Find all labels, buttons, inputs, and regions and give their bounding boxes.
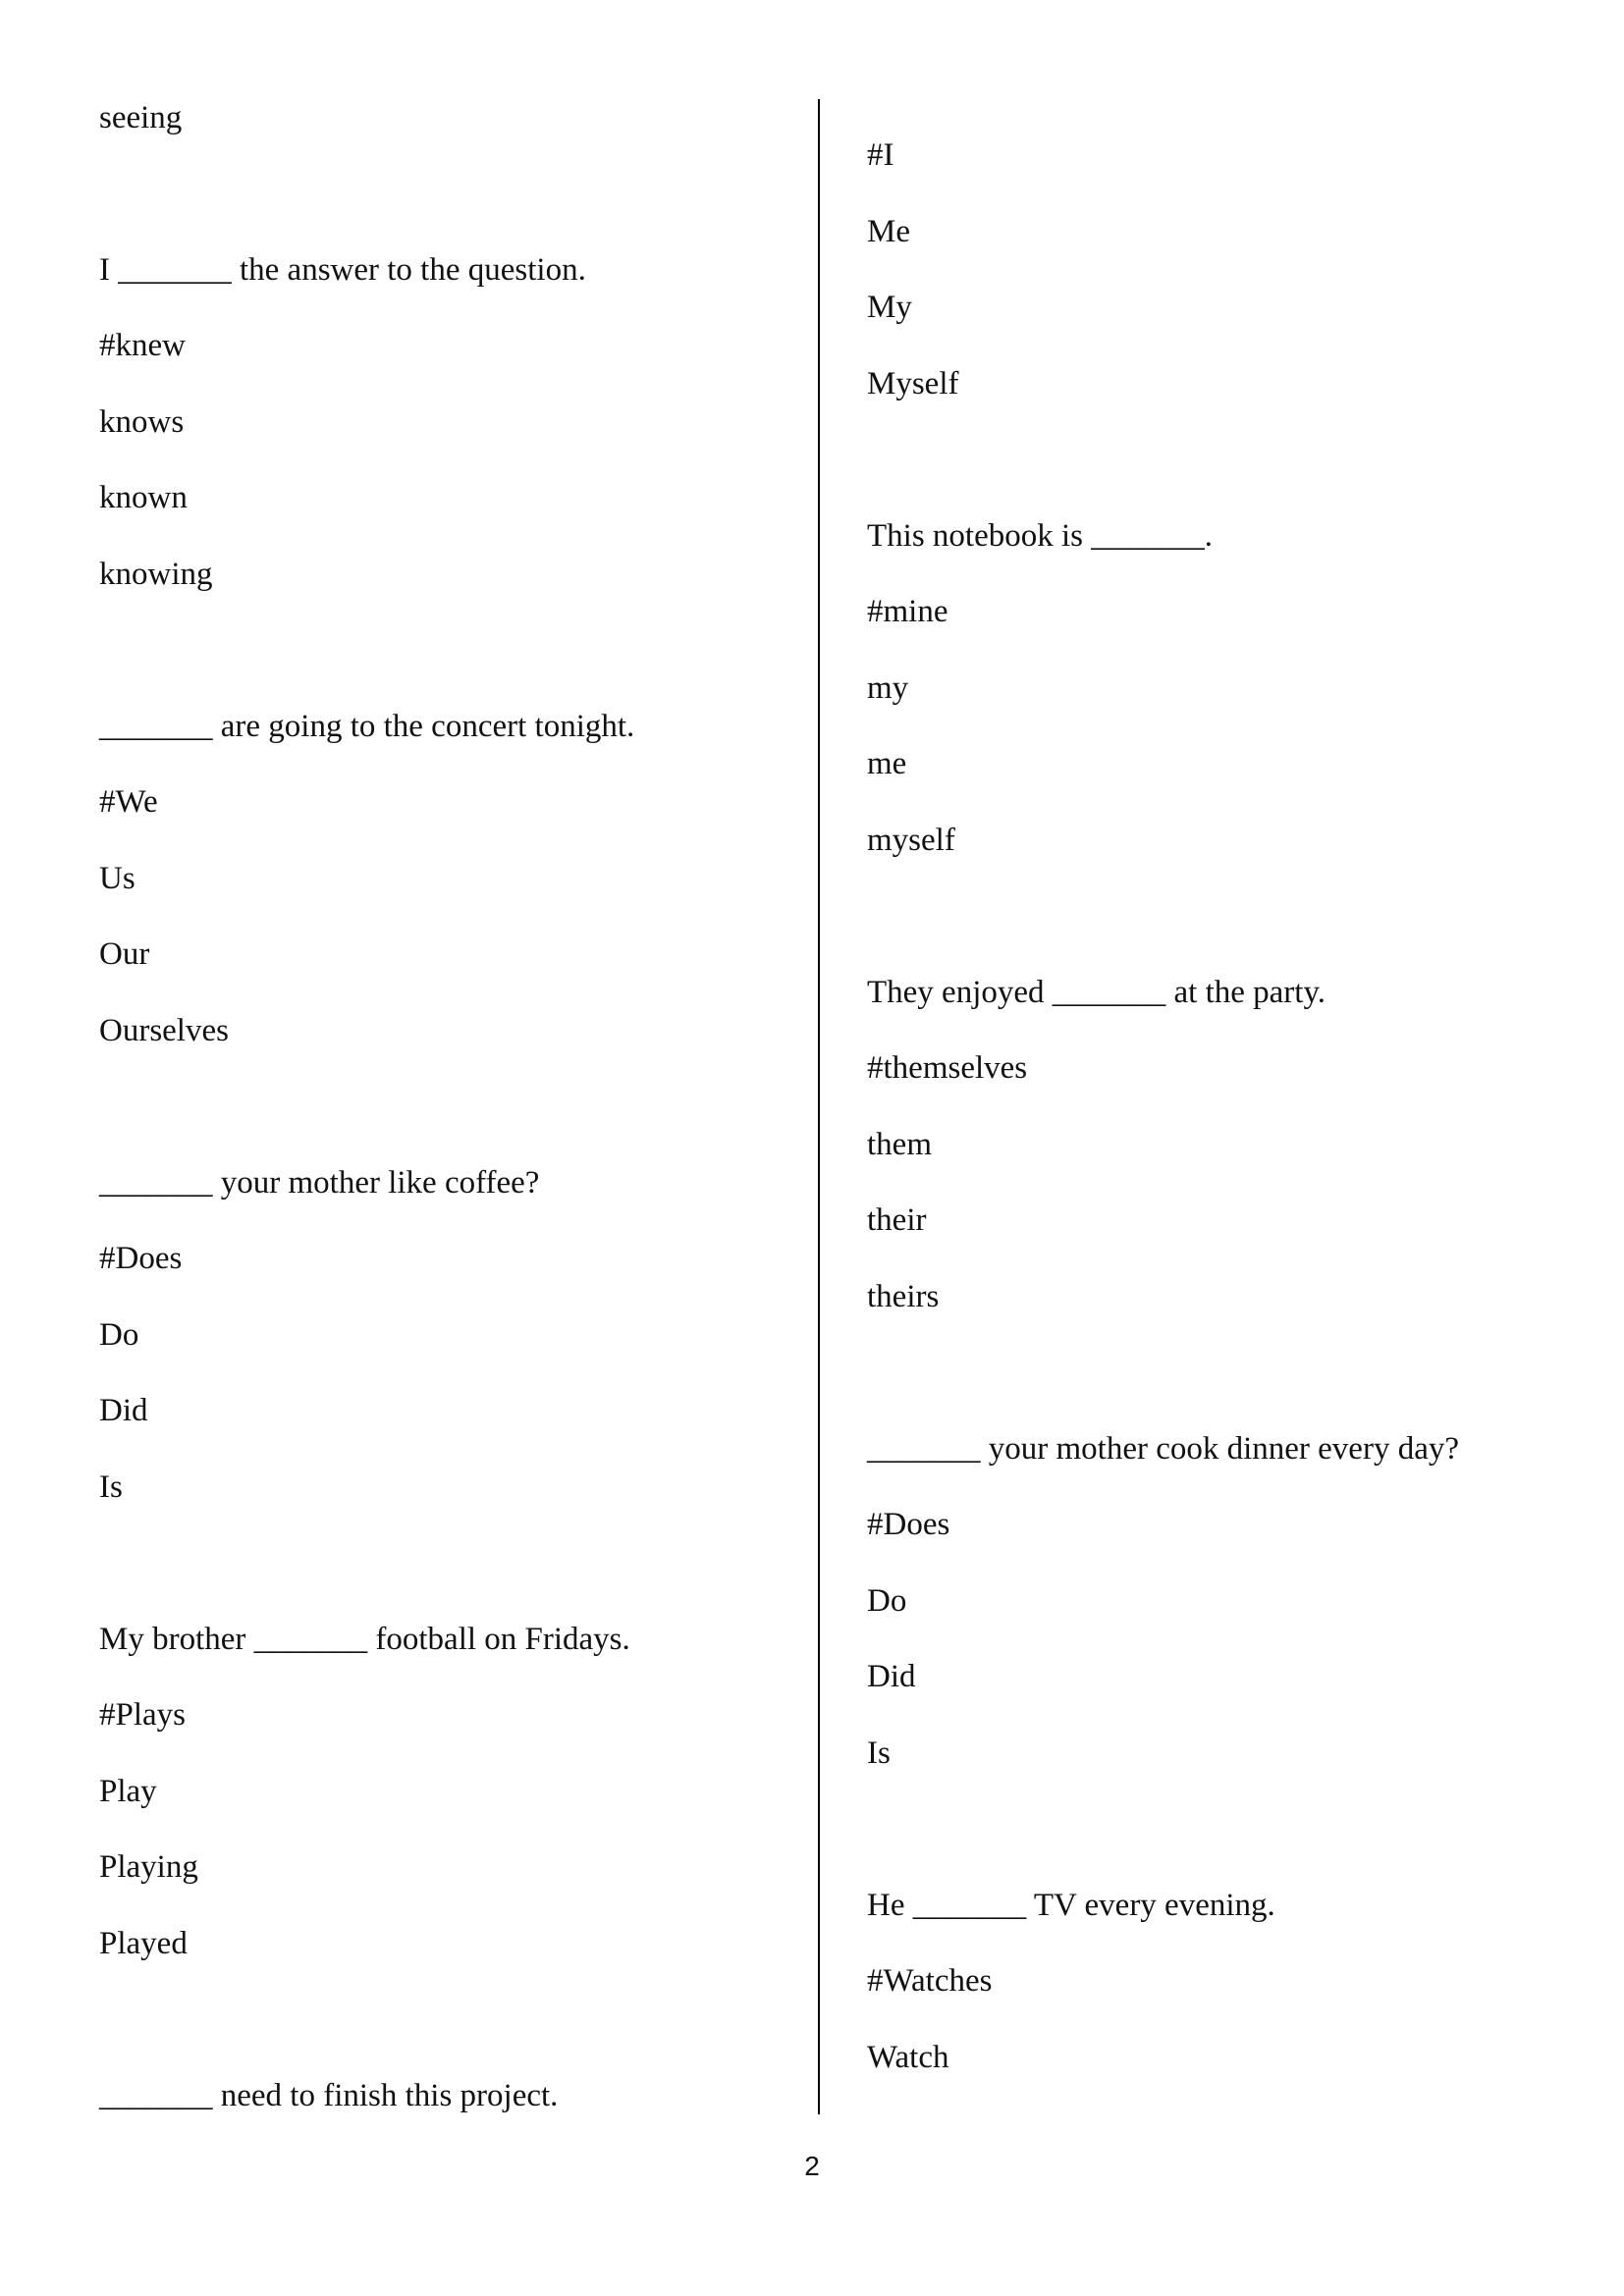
- answer-option: Me: [867, 214, 910, 249]
- correct-answer: #Plays: [99, 1697, 187, 1733]
- answer-option: them: [867, 1127, 932, 1162]
- correct-answer: #I: [867, 137, 894, 173]
- answer-option: Did: [867, 1659, 916, 1694]
- correct-answer: #mine: [867, 594, 948, 629]
- question-text: _______ your mother cook dinner every day?: [867, 1431, 1459, 1467]
- answer-option: Watch: [867, 2040, 949, 2075]
- correct-answer: #Does: [867, 1507, 950, 1542]
- answer-option: Do: [99, 1317, 139, 1353]
- answer-option: Did: [99, 1393, 148, 1428]
- answer-option: Our: [99, 936, 150, 972]
- question-text: This notebook is _______.: [867, 518, 1213, 554]
- correct-answer: #Watches: [867, 1963, 993, 1999]
- column-divider: [818, 99, 820, 2114]
- page-number: 2: [804, 2151, 820, 2181]
- answer-option: knows: [99, 404, 185, 440]
- question-text: I _______ the answer to the question.: [99, 252, 586, 288]
- correct-answer: #themselves: [867, 1050, 1028, 1086]
- question-text: _______ need to finish this project.: [99, 2078, 559, 2113]
- answer-option: my: [867, 670, 909, 706]
- answer-option: Is: [99, 1469, 123, 1505]
- question-text: _______ your mother like coffee?: [99, 1165, 540, 1201]
- correct-answer: #Does: [99, 1241, 183, 1276]
- answer-option: Do: [867, 1583, 907, 1619]
- answer-option: Us: [99, 861, 135, 896]
- answer-option: myself: [867, 823, 955, 858]
- correct-answer: #knew: [99, 328, 186, 363]
- answer-option: Myself: [867, 366, 959, 401]
- answer-option: Ourselves: [99, 1013, 229, 1048]
- answer-option: Is: [867, 1735, 891, 1771]
- answer-option: known: [99, 480, 188, 515]
- question-text: He _______ TV every evening.: [867, 1888, 1275, 1923]
- answer-option: Play: [99, 1774, 157, 1809]
- answer-option: seeing: [99, 100, 183, 135]
- answer-option: me: [867, 746, 907, 781]
- question-text: My brother _______ football on Fridays.: [99, 1622, 630, 1657]
- correct-answer: #We: [99, 784, 158, 820]
- answer-option: theirs: [867, 1279, 940, 1314]
- answer-option: knowing: [99, 557, 213, 592]
- question-text: _______ are going to the concert tonight.: [99, 709, 635, 744]
- answer-option: their: [867, 1202, 927, 1238]
- answer-option: Playing: [99, 1849, 198, 1885]
- answer-option: My: [867, 290, 912, 325]
- answer-option: Played: [99, 1926, 188, 1961]
- question-text: They enjoyed _______ at the party.: [867, 975, 1326, 1010]
